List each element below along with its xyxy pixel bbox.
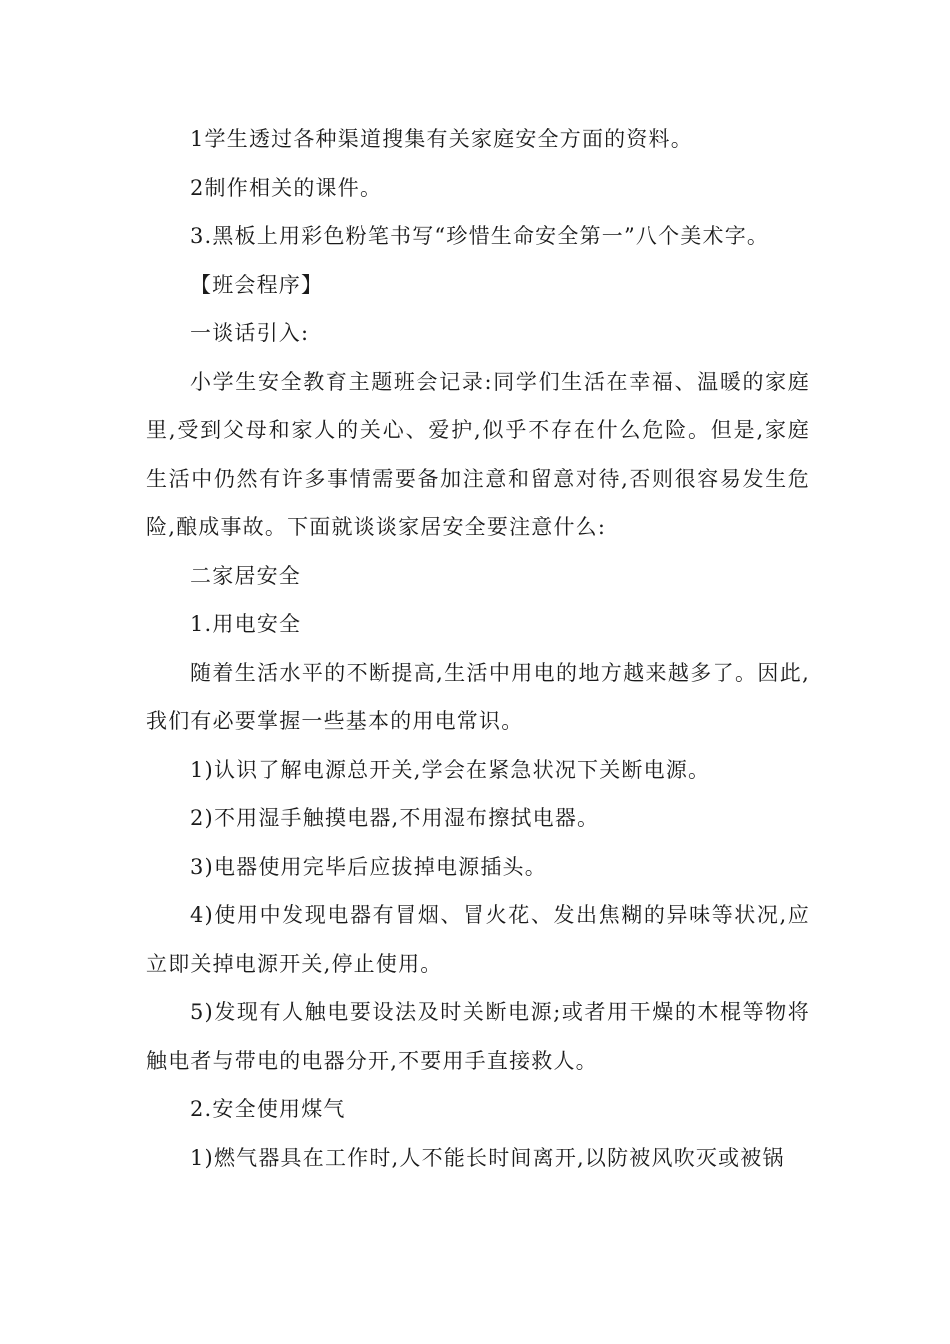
section-heading-introduction: 一谈话引入:: [190, 321, 310, 345]
paragraph-introduction: 小学生安全教育主题班会记录:同学们生活在幸福、温暖的家庭里,受到父母和家人的关心、爱护,似乎不存在什么危险。但是,家庭生活中仍然有许多事情需要备加注意和留意对待,否则很容易发生危险,酿成事故。下面就谈谈家居安全要注意什么:: [146, 369, 810, 539]
paragraph-preparation-3: 3.黑板上用彩色粉笔书写“珍惜生命安全第一”八个美术字。: [190, 224, 770, 248]
list-item-electric-5: 5)发现有人触电要设法及时关断电源;或者用干燥的木棍等物将触电者与带电的电器分开,不要用手直接救人。: [146, 1000, 810, 1073]
list-item-electric-4: 4)使用中发现电器有冒烟、冒火花、发出焦糊的异味等状况,应立即关掉电源开关,停止使用。: [146, 903, 810, 976]
paragraph-electric-intro: 随着生活水平的不断提高,生活中用电的地方越来越多了。因此,我们有必要掌握一些基本的用电常识。: [146, 660, 810, 733]
section-heading-procedure: 【班会程序】: [190, 272, 324, 297]
paragraph-preparation-1: 1学生透过各种渠道搜集有关家庭安全方面的资料。: [190, 127, 693, 151]
paragraph-preparation-2: 2制作相关的课件。: [190, 175, 383, 200]
list-item-electric-3: 3)电器使用完毕后应拔掉电源插头。: [190, 854, 547, 879]
list-item-gas-1: 1)燃气器具在工作时,人不能长时间离开,以防被风吹灭或被锅: [190, 1145, 785, 1170]
subheading-gas-safety: 2.安全使用煤气: [190, 1097, 346, 1121]
list-item-electric-1: 1)认识了解电源总开关,学会在紧急状况下关断电源。: [190, 757, 711, 782]
subheading-electric-safety: 1.用电安全: [190, 612, 302, 636]
section-heading-home-safety: 二家居安全: [190, 563, 301, 588]
list-item-electric-2: 2)不用湿手触摸电器,不用湿布擦拭电器。: [190, 806, 600, 830]
document-body: [146, 115, 810, 1182]
